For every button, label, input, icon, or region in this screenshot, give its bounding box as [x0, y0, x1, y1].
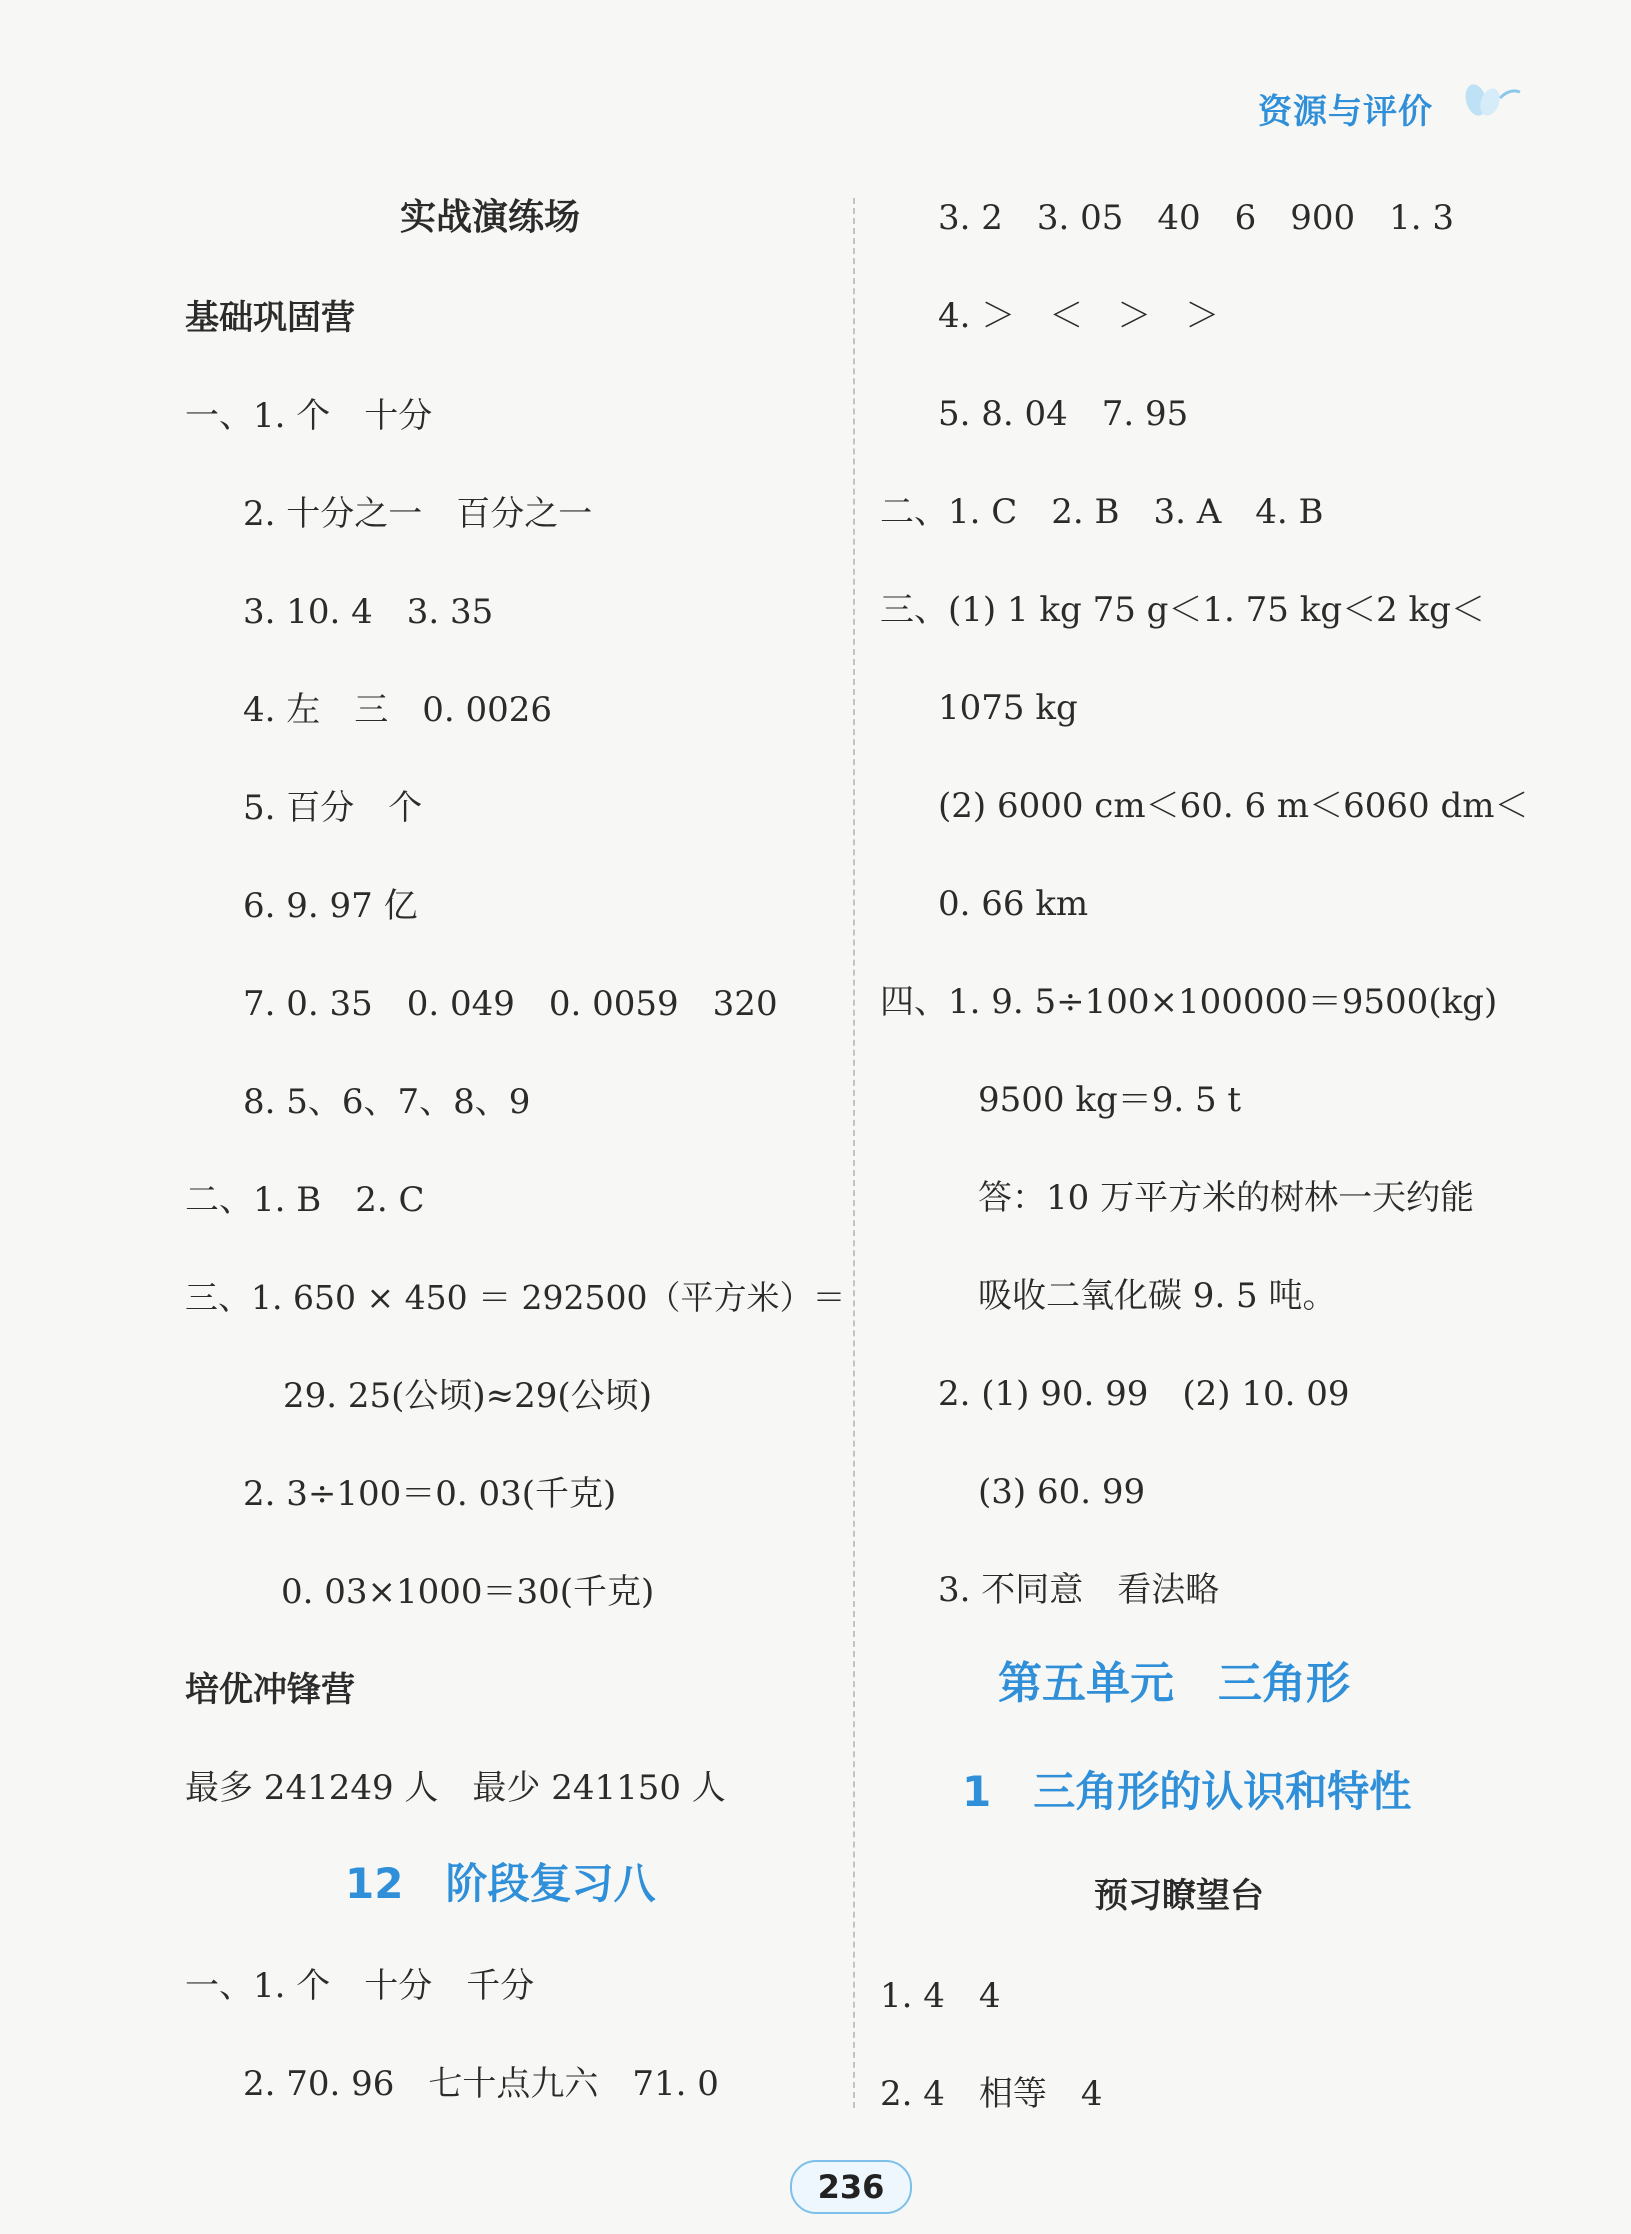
- left-line: 7. 0. 35 0. 049 0. 0059 320: [243, 984, 778, 1024]
- left-line: 一、1. 个 十分: [185, 396, 433, 436]
- left-line: 3. 10. 4 3. 35: [243, 592, 494, 632]
- right-line: 5. 8. 04 7. 95: [938, 394, 1189, 434]
- left-line: 二、1. B 2. C: [185, 1180, 425, 1220]
- right-line: 1075 kg: [938, 688, 1078, 728]
- right-line: 答：10 万平方米的树林一天约能: [978, 1178, 1475, 1218]
- right-line: 三、(1) 1 kg 75 g＜1. 75 kg＜2 kg＜: [880, 590, 1485, 630]
- left-line: 三、1. 650 × 450 ＝ 292500（平方米）＝: [185, 1278, 846, 1317]
- preview-heading: 预习瞭望台: [1094, 1876, 1264, 1916]
- right-line: (2) 6000 cm＜60. 6 m＜6060 dm＜: [938, 786, 1529, 826]
- right-line: 9500 kg＝9. 5 t: [978, 1080, 1242, 1120]
- right-line: 3. 不同意 看法略: [938, 1570, 1220, 1610]
- left-line: 8. 5、6、7、8、9: [243, 1082, 531, 1122]
- right-line: (3) 60. 99: [978, 1472, 1146, 1512]
- section-title: 实战演练场: [400, 197, 581, 238]
- advanced-heading: 培优冲锋营: [185, 1670, 355, 1710]
- review-title: 12 阶段复习八: [345, 1859, 656, 1908]
- right-line: 3. 2 3. 05 40 6 900 1. 3: [938, 198, 1455, 238]
- lesson-title: 1 三角形的认识和特性: [962, 1767, 1412, 1816]
- review-line: 2. 70. 96 七十点九六 71. 0: [243, 2064, 719, 2104]
- brand-leaf-icon: [1456, 78, 1524, 126]
- unit-title: 第五单元 三角形: [998, 1658, 1350, 1709]
- left-line: 2. 3÷100＝0. 03(千克): [243, 1474, 617, 1514]
- preview-line: 1. 4 4: [880, 1976, 1001, 2016]
- left-line: 0. 03×1000＝30(千克): [281, 1572, 655, 1612]
- right-line: 2. (1) 90. 99 (2) 10. 09: [938, 1374, 1350, 1414]
- right-line: 二、1. C 2. B 3. A 4. B: [880, 492, 1324, 532]
- header-brand: 资源与评价: [1258, 92, 1433, 132]
- right-line: 0. 66 km: [938, 884, 1089, 924]
- right-line: 4. ＞ ＜ ＞ ＞: [938, 296, 1220, 336]
- right-line: 四、1. 9. 5÷100×100000＝9500(kg): [880, 982, 1498, 1022]
- left-line: 5. 百分 个: [243, 788, 423, 828]
- basic-heading: 基础巩固营: [185, 298, 355, 338]
- preview-line: 2. 4 相等 4: [880, 2074, 1103, 2114]
- left-line: 6. 9. 97 亿: [243, 886, 418, 926]
- left-line: 4. 左 三 0. 0026: [243, 690, 553, 730]
- left-line: 2. 十分之一 百分之一: [243, 494, 593, 534]
- column-divider: [853, 198, 855, 2108]
- review-line: 一、1. 个 十分 千分: [185, 1966, 535, 2006]
- page-number: 236: [790, 2160, 912, 2214]
- right-line: 吸收二氧化碳 9. 5 吨。: [978, 1276, 1337, 1316]
- left-line: 29. 25(公顷)≈29(公顷): [283, 1376, 652, 1416]
- advanced-line: 最多 241249 人 最少 241150 人: [185, 1768, 726, 1808]
